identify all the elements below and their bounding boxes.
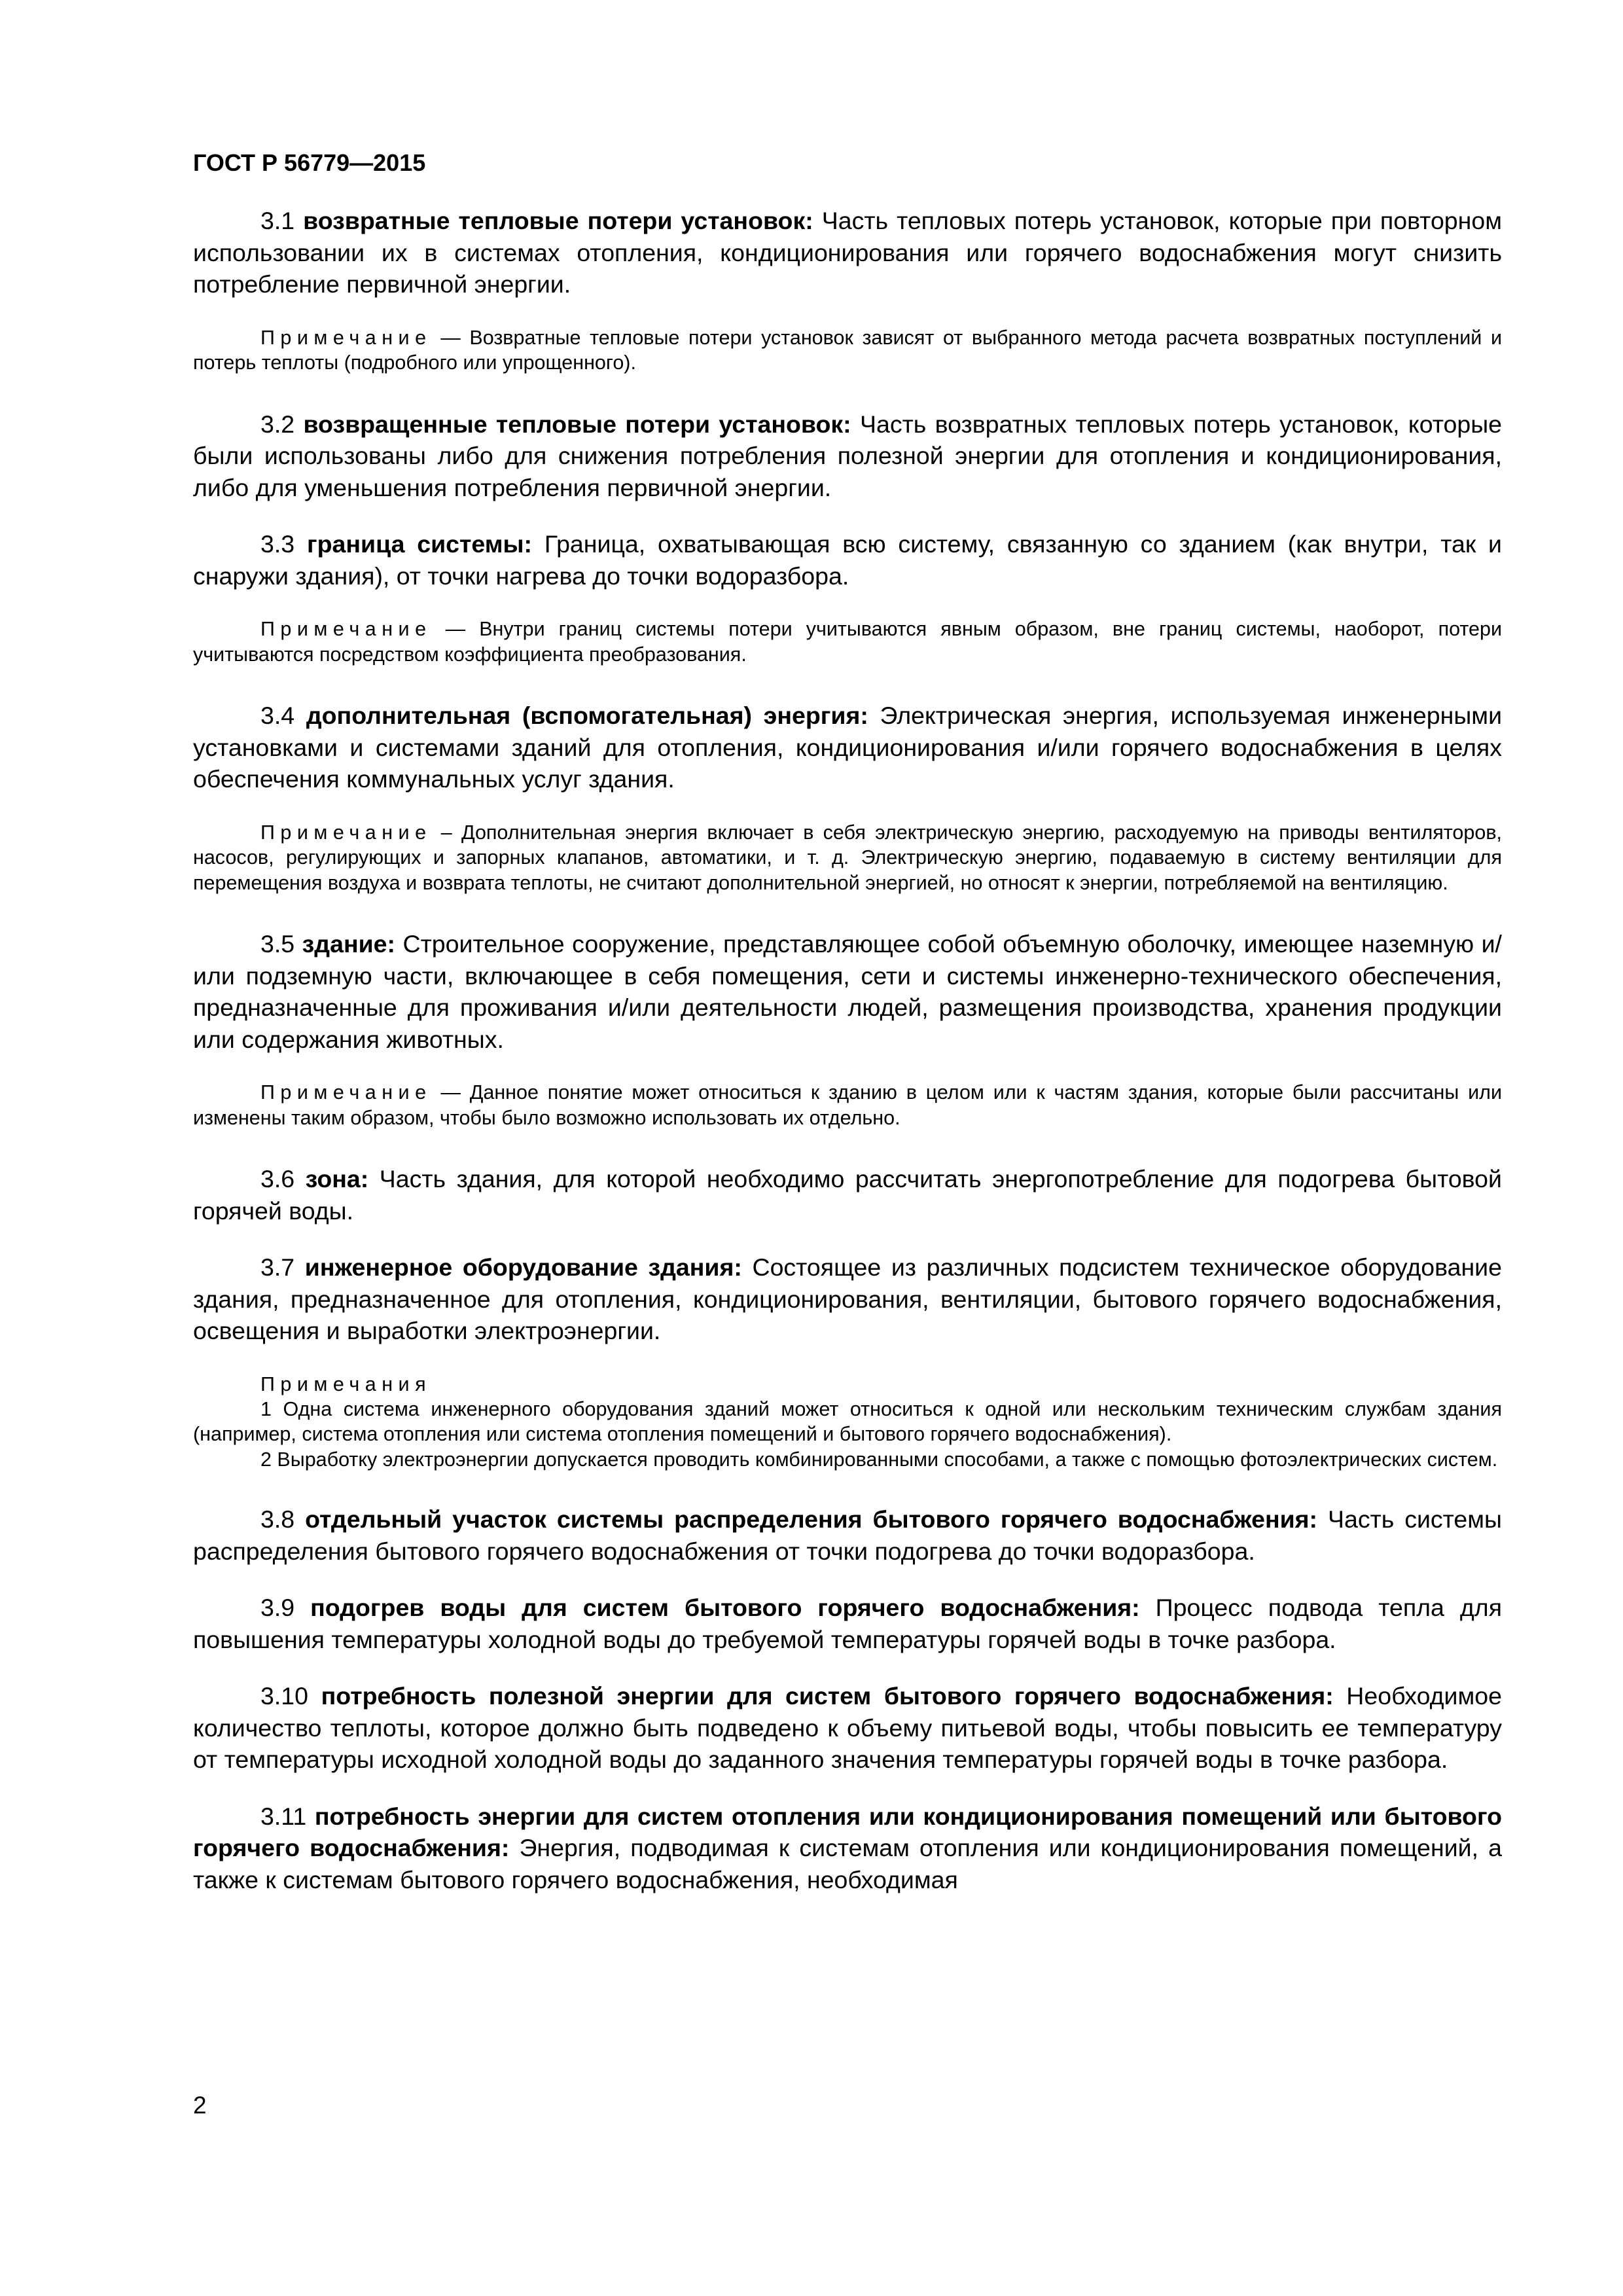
- term-name: возвратные тепловые потери установок:: [303, 207, 813, 234]
- page-content: [193, 147, 1502, 1895]
- term-name: дополнительная (вспомогательная) энергия:: [306, 702, 868, 729]
- term-definition: Часть здания, для которой необходимо рассчитать энергопотребление для подогрева бытовой горячей воды.: [193, 1165, 1502, 1225]
- term-number: 3.4: [260, 702, 295, 729]
- term-number: 3.8: [260, 1505, 295, 1533]
- document-code: ГОСТ Р 56779—2015: [193, 149, 426, 176]
- note-item: 2 Выработку электроэнергии допускается проводить комбинированными способами, а также с помощью фотоэлектрических систем.: [260, 1448, 1498, 1471]
- term-definition: Необходимое количество теплоты, которое должно быть подведено к объему питьевой воды, чтобы повысить ее температуру от температуры исходной холодной воды до заданного значения температуры горячей воды в точке разбора.: [193, 1682, 1502, 1773]
- term-definition: Часть возвратных тепловых потерь установок, которые были использованы либо для снижения потребления полезной энергии для отопления и кондиционирования, либо для уменьшения потребления первичной энергии.: [193, 410, 1503, 501]
- term-number: 3.7: [260, 1253, 295, 1281]
- term-name: потребность энергии для систем отопления или кондиционирования помещений или бытового горячего водоснабжения:: [193, 1802, 1502, 1861]
- note-label: Примечание: [260, 1081, 432, 1103]
- term-definition: Строительное сооружение, представляющее собой объемную оболочку, имеющее наземную и/или подземную части, включающее в себя помещения, сети и системы инженерно-технического обеспечения, предназначенные для проживания и/или деятельности людей, размещения производства, хранения продукции или содержания животных.: [193, 930, 1502, 1053]
- term-definition: Электрическая энергия, используемая инженерными установками и системами зданий для отопления, кондиционирования и/или горячего водоснабжения в целях обеспечения коммунальных услуг здания.: [193, 702, 1503, 793]
- page-number: 2: [193, 2092, 207, 2119]
- note-item: 1 Одна система инженерного оборудования зданий может относиться к одной или нескольким техническим службам здания (например, система отопления или система отопления помещений и бытового горячего водоснабжения).: [193, 1397, 1502, 1445]
- note-dash: —: [440, 326, 461, 349]
- term-entry-3-11: [193, 1801, 1502, 1896]
- term-entry-3-8: [193, 1503, 1502, 1567]
- note-text: Возвратные тепловые потери установок зависят от выбранного метода расчета возвратных поступлений и потерь теплоты (подробного или упрощенного).: [193, 326, 1502, 374]
- note-3-1: [193, 325, 1502, 376]
- term-definition: Процесс подвода тепла для повышения температуры холодной воды до требуемой температуры горячей воды в точке разбора.: [193, 1594, 1502, 1653]
- note-dash: —: [440, 1081, 461, 1103]
- term-entry-3-6: [193, 1163, 1502, 1227]
- term-number: 3.3: [260, 530, 295, 558]
- term-entry-3-5: [193, 928, 1502, 1055]
- note-text: Внутри границ системы потери учитываются явным образом, вне границ системы, наоборот, потери учитываются посредством коэффициента преобразования.: [193, 618, 1502, 666]
- note-label: Примечание: [260, 326, 432, 349]
- term-entry-3-3: [193, 528, 1502, 592]
- term-definition: Граница, охватывающая всю систему, связанную со зданием (как внутри, так и снаружи здания), от точки нагрева до точки водоразбора.: [193, 530, 1503, 590]
- term-name: инженерное оборудование здания:: [304, 1253, 742, 1281]
- term-name: возвращенные тепловые потери установок:: [303, 410, 851, 438]
- term-definition: Часть системы распределения бытового горячего водоснабжения от точки подогрева до точки водоразбора.: [193, 1505, 1502, 1565]
- term-number: 3.1: [260, 207, 295, 234]
- term-name: граница системы:: [306, 530, 533, 558]
- term-entry-3-4: [193, 700, 1502, 795]
- term-name: подогрев воды для систем бытового горячего водоснабжения:: [310, 1594, 1140, 1621]
- term-entry-3-1: [193, 205, 1502, 300]
- term-definition: Часть тепловых потерь установок, которые при повторном использовании их в системах отопления, кондиционирования или горячего водоснабжения могут снизить потребление первичной энергии.: [193, 207, 1502, 298]
- term-name: зона:: [305, 1165, 369, 1193]
- term-number: 3.10: [260, 1682, 308, 1710]
- term-number: 3.6: [260, 1165, 295, 1193]
- term-entry-3-2: [193, 408, 1502, 504]
- term-entry-3-7: [193, 1251, 1502, 1347]
- term-entry-3-9: [193, 1592, 1502, 1655]
- note-label: Примечание: [260, 618, 432, 640]
- note-text: Данное понятие может относиться к зданию в целом или к частям здания, которые были рассчитаны или изменены таким образом, чтобы было возможно использовать их отдельно.: [193, 1081, 1502, 1129]
- term-definition: Энергия, подводимая к системам отопления или кондиционирования помещений, а также к системам бытового горячего водоснабжения, необходимая: [193, 1834, 1502, 1893]
- notes-heading: Примечания: [260, 1372, 432, 1395]
- note-3-5: [193, 1080, 1502, 1130]
- note-dash: –: [440, 821, 452, 844]
- term-number: 3.11: [260, 1802, 307, 1830]
- note-dash: —: [445, 618, 466, 640]
- term-entry-3-10: [193, 1680, 1502, 1776]
- term-definition: Состоящее из различных подсистем техническое оборудование здания, предназначенное для отопления, кондиционирования, вентиляции, бытового горячего водоснабжения, освещения и выработки электроэнергии.: [193, 1253, 1502, 1344]
- term-number: 3.9: [260, 1594, 295, 1621]
- note-3-3: [193, 617, 1502, 667]
- term-name: здание:: [302, 930, 396, 958]
- note-text: Дополнительная энергия включает в себя электрическую энергию, расходуемую на приводы вентиляторов, насосов, регулирующих и запорных клапанов, автоматики, и т. д. Электрическую энергию, подаваемую в систему вентиляции для перемещения воздуха и возврата теплоты, не считают дополнительной энергией, но относят к энергии, потребляемой на вентиляцию.: [193, 821, 1503, 894]
- notes-3-7: [193, 1372, 1502, 1473]
- term-name: отдельный участок системы распределения бытового горячего водоснабжения:: [305, 1505, 1318, 1533]
- term-name: потребность полезной энергии для систем бытового горячего водоснабжения:: [321, 1682, 1334, 1710]
- note-3-4: [193, 820, 1502, 896]
- term-number: 3.5: [260, 930, 295, 958]
- note-label: Примечание: [260, 821, 432, 844]
- term-number: 3.2: [260, 410, 295, 438]
